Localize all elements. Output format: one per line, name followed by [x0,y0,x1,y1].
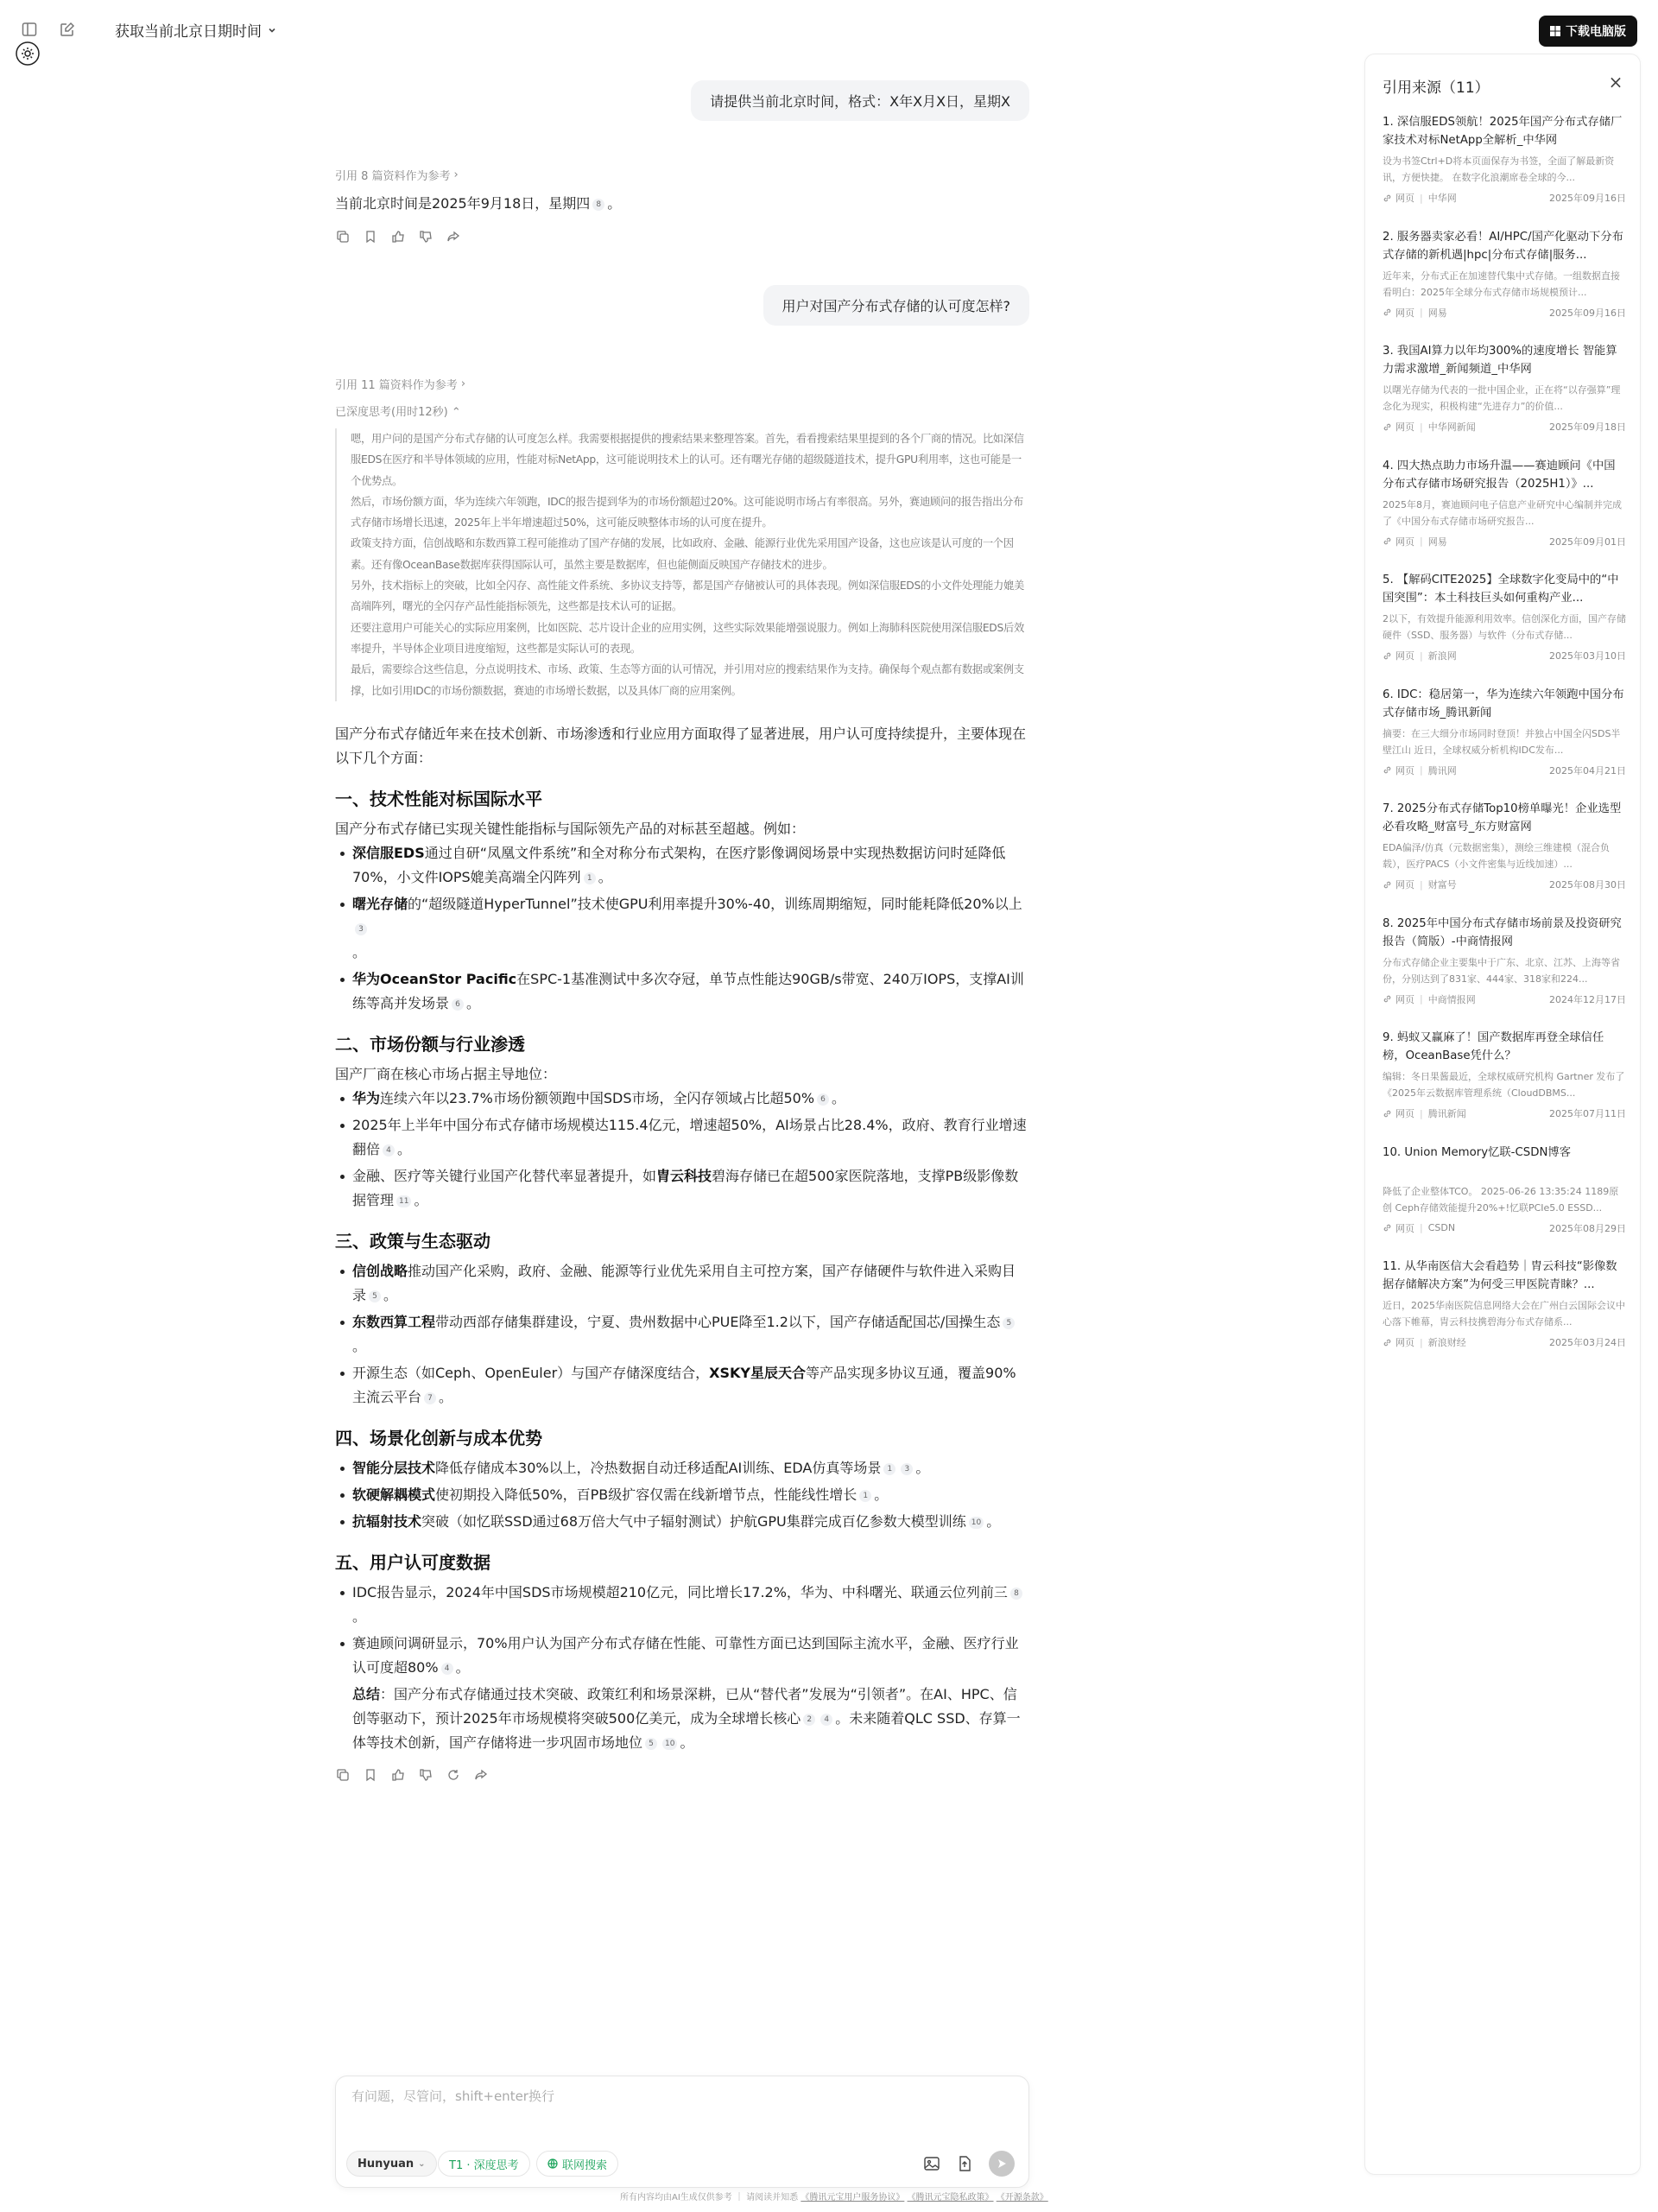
source-date: 2025年09月16日 [1549,307,1626,319]
citation-badge[interactable]: 6 [817,1093,829,1106]
source-title: 7. 2025分布式存储Top10榜单曝光！企业选型必看攻略_财富号_东方财富网 [1383,802,1622,833]
source-date: 2025年03月10日 [1549,650,1626,662]
message-input[interactable] [351,2088,1008,2104]
disclaimer-text: 所有内容均由AI生成仅供参考 ｜ 请阅读并知悉 [620,2193,799,2202]
source-meta [1383,189,1626,206]
thinking-paragraph: 政策支持方面，信创战略和东数西算工程可能推动了国产存储的发展，比如政府、金融、能源行业优先采用国产设备，这也应该是认可度的一个因素。还有像OceanBase数据库获得国际认可，虽然主要是数据库，但也能侧面反映国产存储技术的进步。 [351,537,1014,571]
bookmark-icon[interactable] [363,229,378,244]
citation-badge[interactable]: 5 [645,1738,657,1750]
source-title: 1. 深信服EDS领航！2025年国产分布式存储厂家技术对标NetApp全解析_中华网 [1383,116,1623,147]
source-card[interactable] [1383,915,1626,1008]
sources-title: 引用来源（11） [1383,79,1490,97]
citation-badge[interactable]: 8 [1010,1588,1022,1600]
source-card[interactable] [1383,800,1626,893]
thinking-paragraph: 嗯，用户问的是国产分布式存储的认可度怎么样。我需要根据提供的搜索结果来整理答案。首先，看看搜索结果里提到的各个厂商的情况。比如深信服EDS在医疗和半导体领域的应用，性能对标NetApp，这可能说明技术上的认可。还有曙光存储的超级隧道技术，提升GPU利用率，这也可能是一个优势点。 [351,433,1024,487]
thinking-paragraph: 然后，市场份额方面，华为连续六年领跑，IDC的报告提到华为的市场份额超过20%。这可能说明市场占有率很高。另外，赛迪顾问的报告指出分布式存储市场增长迅速，2025年上半年增速超过50%，这可能反映整体市场的认可度在提升。 [351,495,1024,529]
source-date: 2025年08月29日 [1549,1222,1626,1234]
footer-disclaimer [620,2190,1048,2202]
link-icon [1383,307,1392,317]
source-title: 4. 四大热点助力市场升温——赛迪顾问《中国分布式存储市场研究报告（2025H1）》... [1383,459,1616,491]
globe-icon [547,2158,558,2169]
assistant-answer [335,722,1029,1783]
assistant-answer: 当前北京时间是2025年9月18日，星期四 8 。 [335,195,622,212]
list-item: 华为连续六年以23.7%市场份额领跑中国SDS市场，全闪存领域占比超50% 6 。 [335,1087,1029,1111]
source-card[interactable] [1383,113,1626,206]
citation-badge[interactable]: 1 [584,872,596,884]
source-meta [1383,304,1626,321]
source-type: 网页 [1395,1337,1414,1348]
source-title: 2. 服务器卖家必看！AI/HPC/国产化驱动下分布式存储的新机遇|hpc|分布式存储|服务... [1383,230,1623,262]
section-heading: 一、技术性能对标国际水平 [335,789,542,809]
section-heading: 五、用户认可度数据 [335,1552,490,1573]
section-lead: 国产厂商在核心市场占据主导地位： [335,1066,557,1082]
citation-badge[interactable]: 10 [662,1738,677,1750]
chevron-up-icon: ⌃ [451,406,461,419]
source-type: 网页 [1395,1222,1414,1234]
source-type: 网页 [1395,1108,1414,1119]
source-site: 腾讯网 [1427,764,1457,776]
windows-icon [1550,26,1560,36]
new-chat-icon[interactable] [50,12,85,47]
source-card[interactable] [1383,686,1626,779]
source-date: 2025年04月21日 [1549,764,1626,776]
source-site: 新浪网 [1427,650,1457,662]
divider: | [1420,421,1423,433]
source-site: 中商情报网 [1427,993,1476,1005]
answer-intro: 国产分布式存储近年来在技术创新、市场渗透和行业应用方面取得了显著进展，用户认可度持续提升，主要体现在以下几个方面： [335,726,1027,766]
divider: | [1420,1336,1423,1348]
source-title: 3. 我国AI算力以年均300%的速度增长 智能算力需求激增_新闻频道_中华网 [1383,345,1617,376]
source-snippet: 2以下，有效提升能源利用效率。信创深化方面，国产存储硬件（SSD、服务器）与软件（分布式存储... [1383,613,1626,641]
source-site: 网易 [1427,536,1447,548]
list-item: 抗辐射技术突破（如忆联SSD通过68万倍大气中子辐射测试）护航GPU集群完成百亿参数大模型训练 10 。 [335,1510,1029,1534]
thumbs-down-icon[interactable] [418,1767,433,1783]
source-card[interactable] [1383,228,1626,321]
citation-badge[interactable]: 11 [396,1195,411,1207]
source-card[interactable] [1383,342,1626,435]
message-actions [335,229,461,244]
divider: | [1420,993,1423,1005]
source-date: 2025年03月24日 [1549,1337,1626,1348]
thumbs-down-icon[interactable] [418,229,433,244]
link-icon [1383,1223,1392,1233]
sources-panel [1364,54,1641,2175]
link-icon [1383,994,1392,1004]
source-type: 网页 [1395,307,1414,319]
deep-thinking-label: 已深度思考(用时12秒) [335,406,448,419]
regenerate-icon[interactable] [446,1767,461,1783]
chevron-right-icon: › [453,168,459,181]
references-link[interactable] [335,376,465,392]
user-message: 用户对国产分布式存储的认可度怎样? [763,285,1030,326]
source-meta [1383,418,1626,435]
chevron-down-icon [267,25,277,35]
list-item: 深信服EDS通过自研“凤凰文件系统”和全对称分布式架构，在医疗影像调阅场景中实现热数据访问时延降低70%，小文件IOPS媲美高端全闪阵列 1 。 [335,841,1029,890]
link-icon [1383,765,1392,775]
source-title: 6. IDC：稳居第一，华为连续六年领跑中国分布式存储市场_腾讯新闻 [1383,688,1624,719]
source-type: 网页 [1395,764,1414,776]
section-heading: 二、市场份额与行业渗透 [335,1034,525,1055]
image-upload-icon[interactable] [923,2155,940,2172]
citation-badge[interactable]: 4 [383,1144,395,1157]
web-search-label: 联网搜索 [562,2158,608,2172]
section-lead: 国产分布式存储已实现关键性能指标与国际领先产品的对标甚至超越。例如： [335,821,806,837]
link-icon [1383,193,1392,203]
thumbs-up-icon[interactable] [390,1767,406,1783]
opensource-link[interactable]: 《开源条款》 [996,2193,1048,2202]
thinking-paragraph: 最后，需要综合这些信息，分点说明技术、市场、政策、生态等方面的认可情况，并引用对应的搜索结果作为支持。确保每个观点都有数据或案例支撑，比如引用IDC的市场份额数据，赛迪的市场增长数据，以及具体厂商的应用案例。 [351,663,1024,697]
list-item: 2025年上半年中国分布式存储市场规模达115.4亿元，增速超50%，AI场景占比28.4%，政府、教育行业增速翻倍 4 。 [335,1113,1029,1162]
citation-badge[interactable]: 6 [452,998,464,1011]
source-card[interactable] [1383,1029,1626,1122]
source-site: 财富号 [1427,879,1457,891]
source-site: CSDN [1427,1222,1456,1233]
thinking-content [335,428,1029,701]
user-message: 请提供当前北京时间，格式：X年X月X日，星期X [691,80,1029,121]
answer-summary: 总结：国产分布式存储通过技术突破、政策红利和场景深耕，已从“替代者”发展为“引领者”。在AI、HPC、信创等驱动下，预计2025年市场规模将突破500亿美元，成为全球增长核心 2 4 。未来随着QLC SSD、存算一体等技术创新，国产存储将进一步巩固市场地位 5 10 。 [352,1686,1021,1751]
section-heading: 三、政策与生态驱动 [335,1231,490,1252]
bullet-list [335,841,1029,1016]
message-actions [335,1767,1029,1783]
source-type: 网页 [1395,879,1414,891]
source-title: 8. 2025年中国分布式存储市场前景及投资研究报告（简版）-中商情报网 [1383,916,1622,948]
model-selector[interactable] [346,2151,437,2177]
section-heading: 四、场景化创新与成本优势 [335,1428,542,1448]
privacy-link[interactable]: 《腾讯元宝隐私政策》 [907,2193,994,2202]
divider: | [1420,650,1423,662]
list-item: IDC报告显示，2024年中国SDS市场规模超210亿元，同比增长17.2%，华为、中科曙光、联通云位列前三 8。 [335,1581,1029,1629]
source-type: 网页 [1395,993,1414,1005]
chevron-down-icon: ⌄ [418,2158,426,2169]
model-label: Hunyuan [358,2157,414,2171]
citation-badge[interactable]: 3 [901,1463,913,1475]
bullet-list [335,1581,1029,1680]
thinking-paragraph: 还要注意用户可能关心的实际应用案例，比如医院、芯片设计企业的应用实例，这些实际效果能增强说服力。例如上海肺科医院使用深信服EDS后效率提升，半导体企业项目进度缩短，这些都是实际认可的表现。 [351,621,1024,655]
citation-badge[interactable]: 8 [592,199,604,211]
divider: | [1420,307,1423,318]
source-date: 2025年08月30日 [1549,879,1626,891]
citation-badge[interactable]: 10 [969,1517,984,1529]
divider: | [1420,536,1423,547]
citation-badge[interactable]: 3 [355,923,367,935]
citation-badge[interactable]: 5 [1003,1317,1015,1329]
send-button[interactable] [989,2151,1015,2177]
download-label: 下载电脑版 [1566,25,1626,39]
source-meta [1383,762,1626,779]
bookmark-icon[interactable] [363,1767,378,1783]
list-item: 智能分层技术降低存储成本30%以上，冷热数据自动迁移适配AI训练、EDA仿真等场景 1 3 。 [335,1456,1029,1480]
list-item: 开源生态（如Ceph、OpenEuler）与国产存储深度结合，XSKY星辰天合等产品实现多协议互通，覆盖90%主流云平台 7 。 [335,1361,1029,1410]
divider: | [1420,1107,1423,1119]
source-snippet: 摘要：在三大细分市场同时登顶！并独占中国全闪SDS半壁江山 近日，全球权威分析机构IDC发布... [1383,727,1621,756]
share-icon[interactable] [446,229,461,244]
references-label: 引用 11 篇资料作为参考 [335,379,458,392]
source-meta [1383,533,1626,550]
citation-badge[interactable]: 4 [441,1663,453,1675]
divider: | [1420,192,1423,204]
copy-icon[interactable] [335,1767,351,1783]
deep-thinking-toggle[interactable] [335,402,461,419]
source-title: 11. 从华南医信大会看趋势｜胄云科技“影像数据存储解决方案”为何受三甲医院青睐？... [1383,1260,1617,1291]
source-snippet: 以曙光存储为代表的一批中国企业，正在将“以存强算”理念化为现实，积极构建“先进存力”的价值... [1383,384,1621,412]
list-item: 东数西算工程带动西部存储集群建设，宁夏、贵州数据中心PUE降至1.2以下，国产存储适配国芯/国操生态 5 。 [335,1310,1029,1359]
source-card[interactable] [1383,1258,1626,1351]
link-icon [1383,1338,1392,1347]
references-label: 引用 8 篇资料作为参考 [335,170,451,183]
link-icon [1383,1109,1392,1119]
source-snippet: 2025年8月，赛迪顾问电子信息产业研究中心编制并完成了《中国分布式存储市场研究报告... [1383,498,1622,527]
file-upload-icon[interactable] [956,2155,973,2172]
source-card[interactable] [1383,1144,1626,1237]
answer-text: 当前北京时间是2025年9月18日，星期四 [335,195,591,212]
source-date: 2024年12月17日 [1549,993,1626,1005]
source-card[interactable] [1383,457,1626,550]
divider: | [1420,878,1423,891]
divider: | [1420,1222,1423,1233]
close-icon[interactable]: × [1608,72,1623,92]
link-icon [1383,422,1392,432]
source-meta [1383,1220,1626,1237]
link-icon [1383,536,1392,546]
link-icon [1383,651,1392,661]
citation-badge[interactable]: 4 [820,1714,832,1726]
list-item: 赛迪顾问调研显示，70%用户认为国产分布式存储在性能、可靠性方面已达到国际主流水平，金融、医疗行业认可度超80% 4 。 [335,1632,1029,1680]
bullet-list [335,1087,1029,1213]
list-item: 华为OceanStor Pacific在SPC-1基准测试中多次夺冠，单节点性能达90GB/s带宽、240万IOPS，支撑AI训练等高并发场景 6 。 [335,967,1029,1016]
citation-badge[interactable]: 5 [369,1290,381,1302]
source-title: 10. Union Memory忆联-CSDN博客 [1383,1145,1571,1159]
conversation-title[interactable] [115,19,277,41]
source-meta [1383,647,1626,664]
deep-think-toggle[interactable] [438,2151,530,2177]
list-item: 金融、医疗等关键行业国产化替代率显著提升，如胄云科技碧海存储已在超500家医院落地，支撑PB级影像数据管理 11 。 [335,1164,1029,1213]
source-type: 网页 [1395,193,1414,204]
source-type: 网页 [1395,536,1414,548]
terms-link[interactable]: 《腾讯元宝用户服务协议》 [801,2193,905,2202]
citation-badge[interactable]: 2 [803,1714,815,1726]
source-meta [1383,991,1626,1008]
web-search-toggle[interactable] [536,2151,618,2177]
source-date: 2025年09月01日 [1549,536,1626,548]
source-snippet: 近年来，分布式正在加速替代集中式存储。一组数据直接看明白：2025年全球分布式存储市场规模预计... [1383,269,1620,298]
copy-icon[interactable] [335,229,351,244]
citation-badge[interactable]: 1 [883,1463,895,1475]
source-type: 网页 [1395,650,1414,662]
divider: | [1420,764,1423,776]
source-site: 中华网 [1427,193,1457,204]
chat-composer [335,2076,1029,2188]
thumbs-up-icon[interactable] [390,229,406,244]
source-snippet: 近日，2025华南医院信息网络大会在广州白云国际会议中心落下帷幕，胄云科技携碧海分布式存储系... [1383,1300,1625,1328]
source-date: 2025年09月16日 [1549,193,1626,204]
source-snippet: 设为书签Ctrl+D将本页面保存为书签，全面了解最新资讯，方便快捷。 在数字化浪潮席卷全球的今... [1383,155,1615,183]
source-title: 9. 蚂蚁又赢麻了！国产数据库再登全球信任榜，OceanBase凭什么？ [1383,1031,1604,1062]
source-card[interactable] [1383,571,1626,664]
source-site: 新浪财经 [1427,1337,1466,1348]
source-meta [1383,876,1626,893]
source-date: 2025年09月18日 [1549,421,1626,433]
deep-think-label: T1 · 深度思考 [449,2158,519,2172]
download-desktop-button[interactable] [1539,16,1637,47]
source-meta [1383,1105,1626,1122]
citation-badge[interactable]: 7 [424,1392,436,1404]
source-snippet: 降低了企业整体TCO。 2025-06-26 13:35:24 1189原创 Ceph存储效能提升20%+!忆联PCIe5.0 ESSD... [1383,1185,1619,1214]
source-site: 网易 [1427,307,1447,319]
list-item: 曙光存储的“超级隧道HyperTunnel”技术使GPU利用率提升30%-40，训练周期缩短，同时能耗降低20%以上3 。 [335,892,1029,965]
chevron-right-icon: › [460,377,466,390]
conversation-title-text: 获取当前北京日期时间 [115,23,262,41]
source-snippet: 编辑：冬日果酱最近，全球权威研究机构 Gartner 发布了《2025年云数据库管理系统（CloudDBMS... [1383,1071,1625,1099]
thinking-paragraph: 另外，技术指标上的突破，比如全闪存、高性能文件系统、多协议支持等，都是国产存储被认可的具体表现。例如深信服EDS的小文件处理能力媲美高端阵列，曙光的全闪存产品性能指标领先，这些都是技术认可的证据。 [351,580,1024,613]
references-link[interactable] [335,167,459,183]
list-item: 软硬解耦模式使初期投入降低50%，百PB级扩容仅需在线新增节点，性能线性增长 1 。 [335,1483,1029,1507]
source-site: 腾讯新闻 [1427,1108,1466,1119]
source-title: 5. 【解码CITE2025】全球数字化变局中的“中国突围”：本土科技巨头如何重构产业... [1383,574,1619,605]
source-meta [1383,1334,1626,1351]
source-snippet: 分布式存储企业主要集中于广东、北京、江苏、上海等省份，分别达到了831家、444家、318家和224... [1383,956,1620,985]
settings-icon[interactable] [10,36,45,71]
citation-badge[interactable]: 1 [859,1490,871,1502]
list-item: 信创战略推动国产化采购，政府、金融、能源等行业优先采用自主可控方案，国产存储硬件与软件进入采购目录 5 。 [335,1259,1029,1308]
bullet-list [335,1259,1029,1410]
source-type: 网页 [1395,421,1414,433]
bullet-list [335,1456,1029,1534]
share-icon[interactable] [473,1767,489,1783]
source-snippet: EDA偏泽/仿真（元数据密集），测绘三维建模（混合负载），医疗PACS（小文件密集与近线加速）... [1383,842,1610,870]
source-site: 中华网新闻 [1427,421,1476,433]
source-date: 2025年07月11日 [1549,1108,1626,1119]
link-icon [1383,880,1392,890]
